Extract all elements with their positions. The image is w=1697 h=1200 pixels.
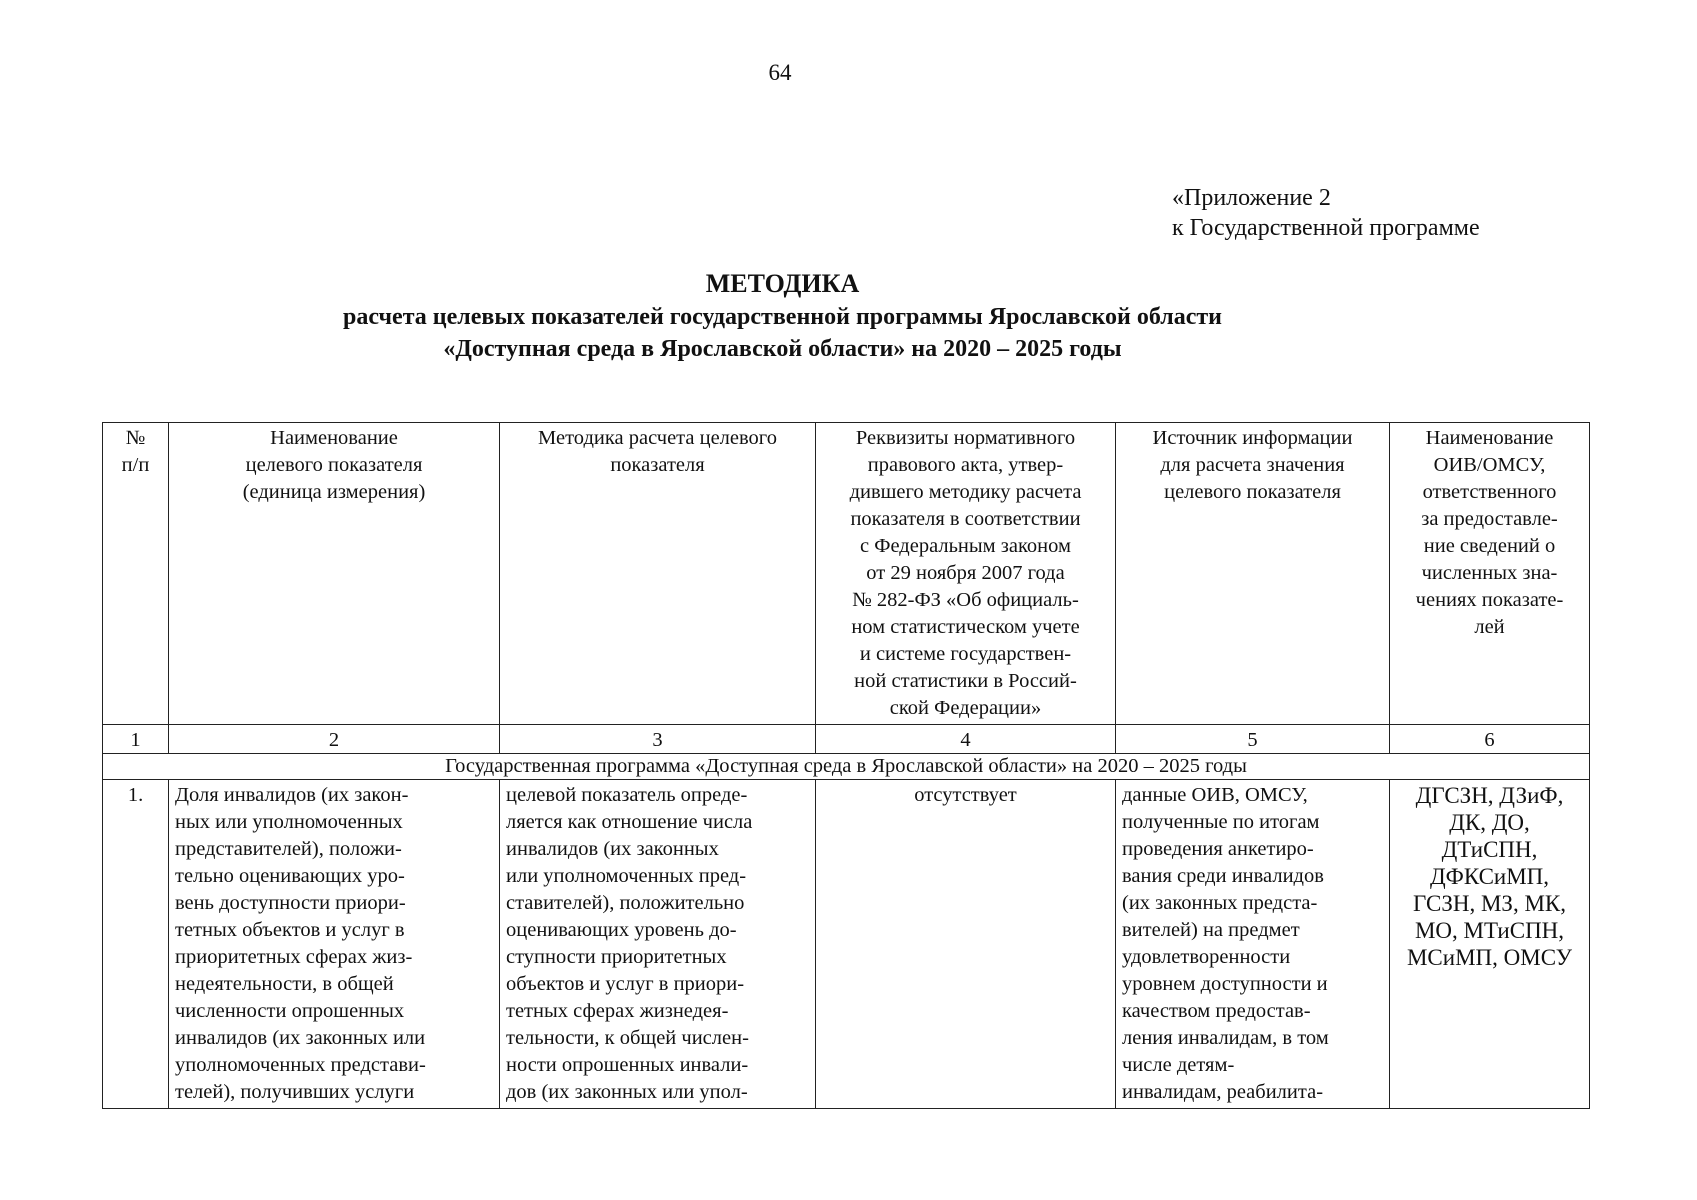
text-line: целевого показателя <box>1164 481 1341 503</box>
column-number: 1 <box>103 725 169 754</box>
method-cell <box>500 780 816 1109</box>
text-line: или уполномоченных пред- <box>506 865 747 887</box>
text-line: МО, МТиСПН, <box>1414 918 1565 943</box>
text-line: лей <box>1474 616 1505 638</box>
text-line: удовлетворенности <box>1122 946 1291 968</box>
text-line: вителей) на предмет <box>1122 919 1300 941</box>
column-number-row <box>103 725 1590 754</box>
text-line: № <box>125 427 146 449</box>
text-line: ляется как отношение числа <box>506 811 753 833</box>
legal-act-cell <box>816 780 1116 1109</box>
text-line: данные ОИВ, ОМСУ, <box>1122 784 1308 806</box>
document-title-block <box>0 267 1565 365</box>
header-cell-legal-act <box>816 423 1116 725</box>
responsible-cell <box>1390 780 1590 1109</box>
header-cell-source <box>1116 423 1390 725</box>
text-line: № 282-ФЗ «Об официаль- <box>852 589 1079 611</box>
text-line: ДГСЗН, ДЗиФ, <box>1415 783 1564 808</box>
column-number: 4 <box>816 725 1116 754</box>
column-number: 3 <box>500 725 816 754</box>
column-number: 6 <box>1390 725 1590 754</box>
text-line: ДТиСПН, <box>1441 837 1538 862</box>
text-line: дов (их законных или упол- <box>506 1081 748 1103</box>
text-line: Наименование <box>1425 427 1554 449</box>
text-line: целевого показателя <box>245 454 423 476</box>
text-line: уполномоченных представи- <box>175 1054 426 1076</box>
text-line: ставителей), положительно <box>506 892 745 914</box>
text-line: ской Федерации» <box>889 697 1042 719</box>
text-line: ДК, ДО, <box>1449 810 1530 835</box>
text-line: инвалидам, реабилита- <box>1122 1081 1324 1103</box>
text-line: тельно оценивающих уро- <box>175 865 405 887</box>
appendix-line-2: к Государственной программе <box>1172 215 1480 241</box>
text-line: численных зна- <box>1421 562 1558 584</box>
text-line: представителей), положи- <box>175 838 402 860</box>
text-line: целевой показатель опреде- <box>506 784 748 806</box>
text-line: тетных объектов и услуг в <box>175 919 405 941</box>
header-cell-responsible <box>1390 423 1590 725</box>
text-line: за предоставле- <box>1421 508 1558 530</box>
text-line: инвалидов (их законных <box>506 838 719 860</box>
text-line: от 29 ноября 2007 года <box>866 562 1065 584</box>
text-line: численности опрошенных <box>175 1000 405 1022</box>
text-line: и системе государствен- <box>859 643 1072 665</box>
text-line: Наименование <box>270 427 398 449</box>
header-cell-indicator-name <box>169 423 500 725</box>
header-cell-method <box>500 423 816 725</box>
text-line: показателя <box>610 454 705 476</box>
text-line: телей), получивших услуги <box>175 1081 415 1103</box>
section-title: Государственная программа «Доступная среда в Ярославской области» на 2020 – 2025 годы <box>103 754 1590 780</box>
appendix-line-1: «Приложение 2 <box>1172 185 1331 211</box>
text-line: ние сведений о <box>1423 535 1556 557</box>
table-row <box>103 780 1590 1109</box>
document-title: МЕТОДИКА <box>705 269 860 298</box>
header-cell-number <box>103 423 169 725</box>
text-line: ном статистическом учете <box>851 616 1080 638</box>
text-line: для расчета значения <box>1160 454 1345 476</box>
text-line: ности опрошенных инвали- <box>506 1054 749 1076</box>
text-line: Доля инвалидов (их закон- <box>175 784 409 806</box>
text-line: тетных сферах жизнедея- <box>506 1000 729 1022</box>
text-line: недеятельности, в общей <box>175 973 394 995</box>
text-line: инвалидов (их законных или <box>175 1027 426 1049</box>
text-line: проведения анкетиро- <box>1122 838 1314 860</box>
text-line: уровнем доступности и <box>1122 973 1328 995</box>
text-line: с Федеральным законом <box>860 535 1071 557</box>
text-line: чениях показате- <box>1415 589 1564 611</box>
text-line: приоритетных сферах жиз- <box>175 946 413 968</box>
source-cell <box>1116 780 1390 1109</box>
text-line: ления инвалидам, в том <box>1122 1027 1329 1049</box>
text-line: качеством предостав- <box>1122 1000 1311 1022</box>
page-number: 64 <box>768 60 792 85</box>
text-line: МСиМП, ОМСУ <box>1406 945 1573 970</box>
document-subtitle-line-2: «Доступная среда в Ярославской области» на 2020 – 2025 годы <box>443 336 1122 362</box>
text-line: Реквизиты нормативного <box>855 427 1076 449</box>
methodology-table <box>102 422 1590 1109</box>
text-line: ОИВ/ОМСУ, <box>1433 454 1546 476</box>
row-number: 1. <box>103 780 169 1109</box>
column-number: 5 <box>1116 725 1390 754</box>
text-line: ответственного <box>1422 481 1557 503</box>
table-header-row <box>103 423 1590 725</box>
text-line: объектов и услуг в приори- <box>506 973 745 995</box>
text-line: оценивающих уровень до- <box>506 919 737 941</box>
indicator-name-cell <box>169 780 500 1109</box>
text-line: вень доступности приори- <box>175 892 406 914</box>
text-line: п/п <box>121 454 150 476</box>
section-row <box>103 754 1590 780</box>
text-line: (их законных предста- <box>1122 892 1318 914</box>
text-line: полученные по итогам <box>1122 811 1320 833</box>
text-line: вания среди инвалидов <box>1122 865 1324 887</box>
text-line: ступности приоритетных <box>506 946 727 968</box>
text-line: ной статистики в Россий- <box>854 670 1077 692</box>
text-line: правового акта, утвер- <box>867 454 1064 476</box>
text-line: ных или уполномоченных <box>175 811 403 833</box>
text-line: тельности, к общей числен- <box>506 1027 749 1049</box>
text-line: дившего методику расчета <box>849 481 1082 503</box>
text-line: (единица измерения) <box>242 481 426 503</box>
text-line: Методика расчета целевого <box>538 427 777 449</box>
document-subtitle-line-1: расчета целевых показателей государственной программы Ярославской области <box>343 304 1222 330</box>
column-number: 2 <box>169 725 500 754</box>
appendix-note <box>1172 183 1480 243</box>
text-line: отсутствует <box>914 784 1017 806</box>
text-line: ГСЗН, МЗ, МК, <box>1413 891 1566 916</box>
text-line: числе детям- <box>1122 1054 1235 1076</box>
text-line: ДФКСиМП, <box>1429 864 1550 889</box>
text-line: показателя в соответствии <box>850 508 1081 530</box>
text-line: Источник информации <box>1152 427 1353 449</box>
